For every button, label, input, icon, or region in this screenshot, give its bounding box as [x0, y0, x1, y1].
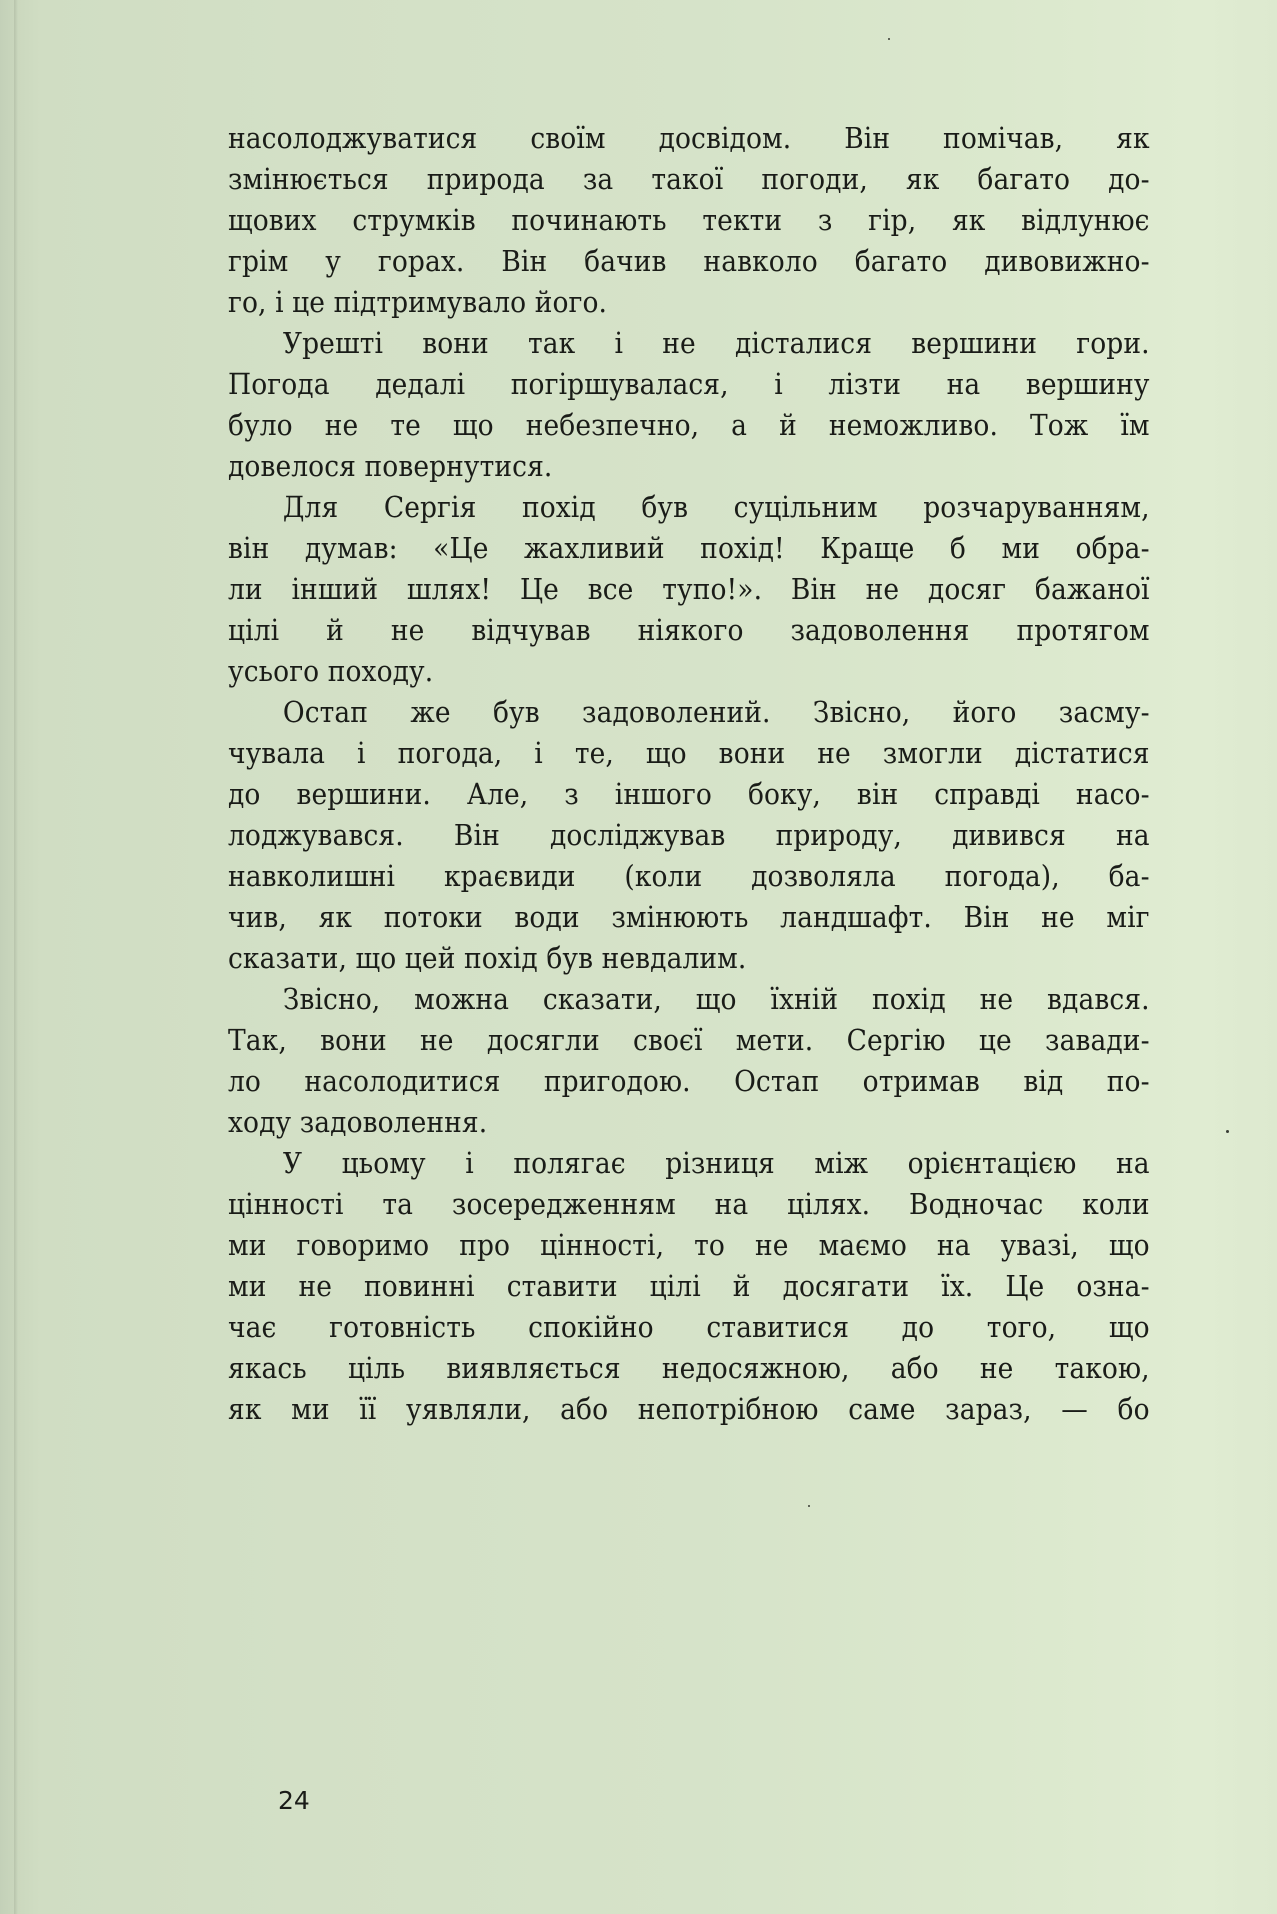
text-line: було не те що небезпечно, а й неможливо. Тож їм	[228, 409, 1150, 442]
text-line: насолоджуватися своїм досвідом. Він помічав, як	[228, 122, 1150, 155]
paper-speck	[808, 1505, 810, 1507]
text-line: він думав: «Це жахливий похід! Краще б ми обра-	[228, 532, 1150, 565]
body-text	[228, 118, 1150, 1430]
text-line: ми говоримо про цінності, то не маємо на увазі, що	[228, 1229, 1150, 1262]
text-line: го, і це підтримувало його.	[228, 286, 608, 319]
text-line: Для Сергія похід був суцільним розчаруванням,	[282, 491, 1150, 524]
paragraph	[228, 692, 1150, 979]
paper-speck	[888, 38, 890, 40]
text-line: Урешті вони так і не дісталися вершини гори.	[282, 327, 1150, 360]
text-line: чає готовність спокійно ставитися до того, що	[228, 1311, 1150, 1344]
text-line: цінності та зосередженням на цілях. Водночас коли	[228, 1188, 1150, 1221]
text-line: щових струмків починають текти з гір, як відлунює	[228, 204, 1150, 237]
text-line: змінюється природа за такої погоди, як багато до-	[228, 163, 1150, 196]
page-binding-edge	[14, 0, 18, 1914]
page-number: 24	[278, 1786, 310, 1815]
text-line: як ми її уявляли, або непотрібною саме зараз, — бо	[228, 1393, 1150, 1426]
text-line: сказати, що цей похід був невдалим.	[228, 942, 747, 975]
text-line: навколишні краєвиди (коли дозволяла погода), ба-	[228, 860, 1150, 893]
text-line: У цьому і полягає різниця між орієнтацією на	[282, 1147, 1150, 1180]
text-line: ми не повинні ставити цілі й досягати їх. Це озна-	[228, 1270, 1150, 1303]
text-line: ходу задоволення.	[228, 1106, 488, 1139]
paragraph	[228, 979, 1150, 1143]
paragraph	[228, 323, 1150, 487]
paragraph	[228, 118, 1150, 323]
text-line: грім у горах. Він бачив навколо багато дивовижно-	[228, 245, 1150, 278]
text-line: чувала і погода, і те, що вони не змогли дістатися	[228, 737, 1150, 770]
text-line: ло насолодитися пригодою. Остап отримав від по-	[228, 1065, 1150, 1098]
text-line: лоджувався. Він досліджував природу, дивився на	[228, 819, 1150, 852]
text-line: ли інший шлях! Це все тупо!». Він не досяг бажаної	[228, 573, 1150, 606]
paragraph	[228, 1143, 1150, 1430]
text-line: до вершини. Але, з іншого боку, він справді насо-	[228, 778, 1150, 811]
text-line: цілі й не відчував ніякого задоволення протягом	[228, 614, 1150, 647]
text-line: чив, як потоки води змінюють ландшафт. Він не міг	[228, 901, 1150, 934]
text-line: Так, вони не досягли своєї мети. Сергію це завади-	[228, 1024, 1150, 1057]
text-line: якась ціль виявляється недосяжною, або не такою,	[228, 1352, 1150, 1385]
text-line: Звісно, можна сказати, що їхній похід не вдався.	[282, 983, 1150, 1016]
paper-speck	[1226, 1130, 1229, 1133]
text-line: Погода дедалі погіршувалася, і лізти на вершину	[228, 368, 1150, 401]
text-line: Остап же був задоволений. Звісно, його засму-	[282, 696, 1150, 729]
text-line: усього походу.	[228, 655, 434, 688]
paragraph	[228, 487, 1150, 692]
text-line: довелося повернутися.	[228, 450, 553, 483]
